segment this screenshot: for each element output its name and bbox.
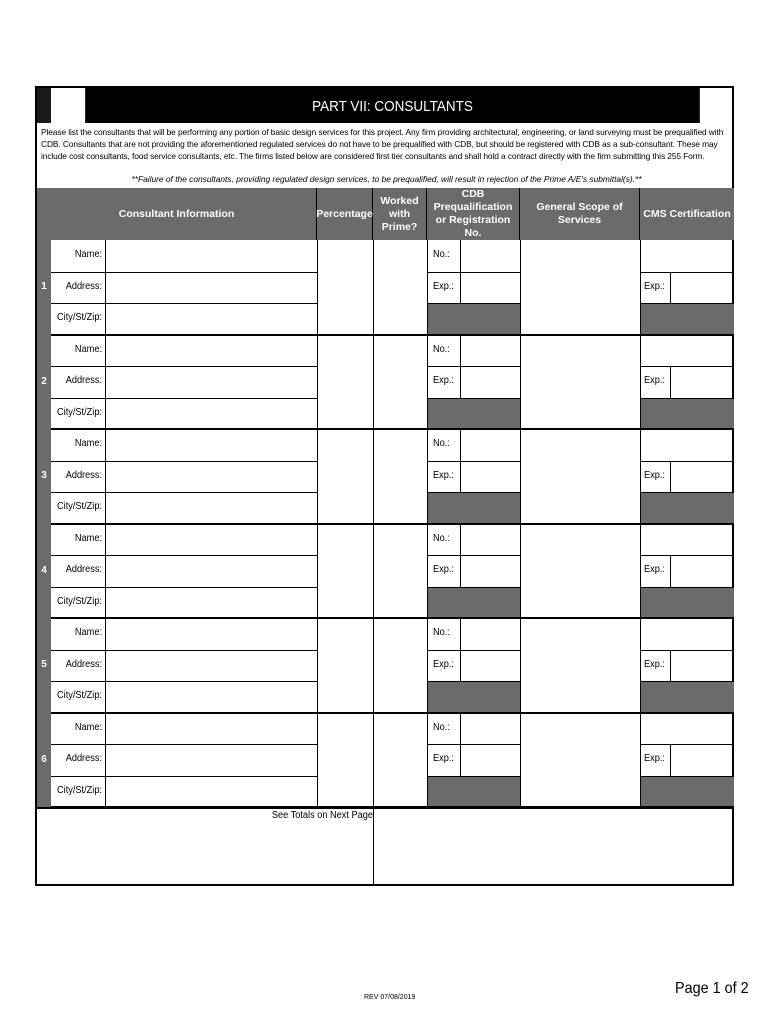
- address-field[interactable]: [107, 274, 315, 302]
- cms-exp-label: Exp.:: [644, 280, 665, 292]
- cdb-exp-field[interactable]: [462, 652, 518, 680]
- cms-cert-field[interactable]: [642, 242, 732, 270]
- cms-exp-field[interactable]: [672, 463, 732, 491]
- column-divider: [317, 240, 318, 335]
- label-divider: [105, 335, 106, 430]
- cms-shaded-cell: [641, 588, 734, 618]
- row-border: [37, 428, 734, 430]
- name-label: Name:: [74, 532, 102, 544]
- totals-note: See Totals on Next Page: [271, 810, 373, 821]
- label-divider: [105, 240, 106, 335]
- subrow-line: [51, 744, 317, 745]
- address-label: Address:: [65, 753, 102, 764]
- name-label: Name:: [74, 249, 102, 260]
- cdb-shaded-cell: [428, 493, 520, 523]
- subrow-line: [427, 744, 520, 745]
- cdb-exp-label: Exp.:: [433, 753, 454, 764]
- cms-divider: [670, 650, 671, 682]
- name-label: Name:: [74, 343, 102, 355]
- cms-exp-label: Exp.:: [644, 753, 665, 764]
- cdb-number-field[interactable]: [462, 337, 518, 365]
- cms-divider: [670, 272, 671, 304]
- row-number: 5: [37, 618, 51, 713]
- totals-divider: [373, 808, 374, 886]
- subrow-line: [640, 461, 734, 462]
- subrow-line: [51, 650, 317, 651]
- address-field[interactable]: [107, 652, 315, 680]
- subrow-line: [640, 366, 734, 367]
- address-field[interactable]: [107, 463, 315, 491]
- column-divider: [520, 713, 521, 808]
- label-divider: [105, 713, 106, 808]
- subrow-line: [51, 776, 317, 777]
- cdb-exp-field[interactable]: [462, 557, 518, 585]
- column-divider: [317, 713, 318, 808]
- header-percentage: Percentage: [317, 188, 373, 240]
- column-divider: [520, 524, 521, 619]
- cms-exp-field[interactable]: [672, 368, 732, 396]
- cdb-exp-label: Exp.:: [433, 280, 454, 292]
- subrow-line: [51, 272, 317, 273]
- cms-cert-field[interactable]: [642, 337, 732, 365]
- column-divider: [373, 713, 374, 808]
- cms-cert-field[interactable]: [642, 431, 732, 459]
- scope-field[interactable]: [522, 715, 638, 806]
- percentage-field[interactable]: [319, 242, 371, 333]
- scope-field[interactable]: [522, 431, 638, 522]
- subrow-line: [640, 650, 734, 651]
- column-divider: [520, 240, 521, 335]
- city-field[interactable]: [107, 778, 315, 806]
- cdb-divider: [460, 713, 461, 776]
- consultants-form: [35, 86, 734, 886]
- name-field[interactable]: [107, 715, 315, 743]
- cdb-divider: [460, 618, 461, 681]
- label-divider: [105, 429, 106, 524]
- cdb-no-label: No.:: [433, 627, 450, 638]
- cdb-no-label: No.:: [433, 343, 450, 355]
- name-label: Name:: [74, 721, 102, 733]
- header-cdb-prequalification: CDB Prequalification or Registration No.: [427, 188, 520, 240]
- row-border: [37, 523, 734, 525]
- city-label: City/St/Zip:: [57, 784, 102, 796]
- column-divider: [317, 524, 318, 619]
- row-number: 3: [37, 429, 51, 524]
- cms-divider: [670, 744, 671, 776]
- row-number: 4: [37, 524, 51, 619]
- name-field[interactable]: [107, 620, 315, 648]
- column-divider: [373, 240, 374, 335]
- cms-cert-field[interactable]: [642, 526, 732, 554]
- cdb-divider: [460, 524, 461, 587]
- totals-top-border: [37, 807, 734, 809]
- cms-exp-field[interactable]: [672, 557, 732, 585]
- scope-field[interactable]: [522, 242, 638, 333]
- subrow-line: [640, 272, 734, 273]
- name-field[interactable]: [107, 431, 315, 459]
- column-divider: [317, 618, 318, 713]
- cdb-shaded-cell: [428, 399, 520, 429]
- label-divider: [105, 524, 106, 619]
- cdb-exp-field[interactable]: [462, 368, 518, 396]
- cms-shaded-cell: [641, 399, 734, 429]
- name-field[interactable]: [107, 526, 315, 554]
- address-field[interactable]: [107, 368, 315, 396]
- cms-shaded-cell: [641, 682, 734, 712]
- row-border: [37, 334, 734, 336]
- city-field[interactable]: [107, 400, 315, 428]
- cms-cert-field[interactable]: [642, 715, 732, 743]
- cms-exp-field[interactable]: [672, 652, 732, 680]
- cms-divider: [670, 461, 671, 493]
- percentage-field[interactable]: [319, 526, 371, 617]
- cdb-shaded-cell: [428, 777, 520, 807]
- cdb-exp-field[interactable]: [462, 463, 518, 491]
- cms-exp-label: Exp.:: [644, 658, 665, 670]
- column-divider: [520, 335, 521, 430]
- row-border: [37, 617, 734, 619]
- subrow-line: [51, 461, 317, 462]
- cdb-exp-label: Exp.:: [433, 658, 454, 670]
- subrow-line: [640, 744, 734, 745]
- header-worked-with-prime: Worked with Prime?: [373, 188, 427, 240]
- worked-with-prime-field[interactable]: [375, 715, 425, 806]
- worked-with-prime-field[interactable]: [375, 431, 425, 522]
- header-consultant-info: Consultant Information: [37, 188, 317, 240]
- cms-exp-label: Exp.:: [644, 375, 665, 386]
- worked-with-prime-field[interactable]: [375, 620, 425, 711]
- city-label: City/St/Zip:: [57, 312, 102, 323]
- address-label: Address:: [65, 375, 102, 386]
- cms-divider: [670, 366, 671, 398]
- cms-exp-field[interactable]: [672, 746, 732, 774]
- row-border: [37, 712, 734, 714]
- scope-field[interactable]: [522, 337, 638, 428]
- column-divider: [520, 429, 521, 524]
- cms-shaded-cell: [641, 304, 734, 334]
- cdb-number-field[interactable]: [462, 715, 518, 743]
- cms-exp-field[interactable]: [672, 274, 732, 302]
- worked-with-prime-field[interactable]: [375, 242, 425, 333]
- cms-divider: [670, 555, 671, 587]
- city-label: City/St/Zip:: [57, 406, 102, 418]
- form-title: PART VII: CONSULTANTS: [85, 88, 700, 123]
- city-field[interactable]: [107, 683, 315, 711]
- warning-text: **Failure of the consultants, providing regulated design services, to be prequalified, will result in rejection of the Prime A/E's submittal(s).**: [131, 174, 642, 184]
- subrow-line: [51, 366, 317, 367]
- cms-exp-label: Exp.:: [644, 469, 665, 481]
- cdb-no-label: No.:: [433, 721, 450, 733]
- address-label: Address:: [65, 469, 102, 481]
- name-label: Name:: [74, 438, 102, 449]
- subrow-line: [427, 555, 520, 556]
- address-label: Address:: [65, 658, 102, 670]
- cdb-divider: [460, 429, 461, 492]
- title-bar-edge: [37, 88, 51, 123]
- cdb-exp-field[interactable]: [462, 274, 518, 302]
- cdb-no-label: No.:: [433, 438, 450, 449]
- column-divider: [520, 618, 521, 713]
- city-label: City/St/Zip:: [57, 595, 102, 607]
- subrow-line: [51, 681, 317, 682]
- revision-date: REV 07/08/2019: [364, 994, 416, 1001]
- subrow-line: [51, 398, 317, 399]
- cdb-exp-field[interactable]: [462, 746, 518, 774]
- label-divider: [105, 618, 106, 713]
- cdb-divider: [460, 335, 461, 398]
- city-label: City/St/Zip:: [57, 690, 102, 701]
- address-label: Address:: [65, 564, 102, 575]
- subrow-line: [427, 650, 520, 651]
- row-number: 6: [37, 713, 51, 808]
- page-number: Page 1 of 2: [675, 980, 749, 997]
- subrow-line: [640, 555, 734, 556]
- cms-cert-field[interactable]: [642, 620, 732, 648]
- cms-exp-label: Exp.:: [644, 564, 665, 575]
- worked-with-prime-field[interactable]: [375, 526, 425, 617]
- row-number: 2: [37, 335, 51, 430]
- header-cms-certification: CMS Certification: [640, 188, 734, 240]
- cdb-number-field[interactable]: [462, 620, 518, 648]
- city-field[interactable]: [107, 494, 315, 522]
- scope-field[interactable]: [522, 526, 638, 617]
- subrow-line: [51, 303, 317, 304]
- cdb-exp-label: Exp.:: [433, 375, 454, 386]
- name-field[interactable]: [107, 337, 315, 365]
- subrow-line: [51, 555, 317, 556]
- address-field[interactable]: [107, 746, 315, 774]
- percentage-field[interactable]: [319, 715, 371, 806]
- subrow-line: [51, 492, 317, 493]
- cms-shaded-cell: [641, 777, 734, 807]
- cdb-number-field[interactable]: [462, 431, 518, 459]
- subrow-line: [427, 366, 520, 367]
- scope-field[interactable]: [522, 620, 638, 711]
- cdb-shaded-cell: [428, 682, 520, 712]
- column-divider: [373, 335, 374, 430]
- cdb-divider: [460, 240, 461, 303]
- percentage-field[interactable]: [319, 431, 371, 522]
- address-field[interactable]: [107, 557, 315, 585]
- column-divider: [373, 618, 374, 713]
- cdb-no-label: No.:: [433, 249, 450, 260]
- cdb-number-field[interactable]: [462, 242, 518, 270]
- cdb-exp-label: Exp.:: [433, 564, 454, 575]
- name-label: Name:: [74, 627, 102, 638]
- percentage-field[interactable]: [319, 620, 371, 711]
- cdb-exp-label: Exp.:: [433, 469, 454, 481]
- name-field[interactable]: [107, 242, 315, 270]
- column-divider: [373, 429, 374, 524]
- column-divider: [317, 429, 318, 524]
- address-label: Address:: [65, 280, 102, 292]
- cdb-shaded-cell: [428, 588, 520, 618]
- subrow-line: [427, 272, 520, 273]
- column-divider: [317, 335, 318, 430]
- column-divider: [373, 524, 374, 619]
- percentage-field[interactable]: [319, 337, 371, 428]
- subrow-line: [427, 461, 520, 462]
- cdb-shaded-cell: [428, 304, 520, 334]
- city-field[interactable]: [107, 305, 315, 333]
- cdb-no-label: No.:: [433, 532, 450, 544]
- city-label: City/St/Zip:: [57, 501, 102, 512]
- intro-text: Please list the consultants that will be performing any portion of basic design services for this project. Any firm providing architectural, engineering, or land surveying must be prequalified with CDB. Consultants that are not providing the aforementioned regulated services do not have to be prequalified with CDB, but should be registered with CDB as a sub-consultant. These may include cost consultants, food service consultants, etc. The firms listed below are considered first tier consultants and shall hold a contract directly with the firm submitting this 255 Form.: [41, 127, 724, 161]
- header-general-scope: General Scope of Services: [520, 188, 640, 240]
- row-number: 1: [37, 240, 51, 335]
- worked-with-prime-field[interactable]: [375, 337, 425, 428]
- cdb-number-field[interactable]: [462, 526, 518, 554]
- city-field[interactable]: [107, 589, 315, 617]
- subrow-line: [51, 587, 317, 588]
- cms-shaded-cell: [641, 493, 734, 523]
